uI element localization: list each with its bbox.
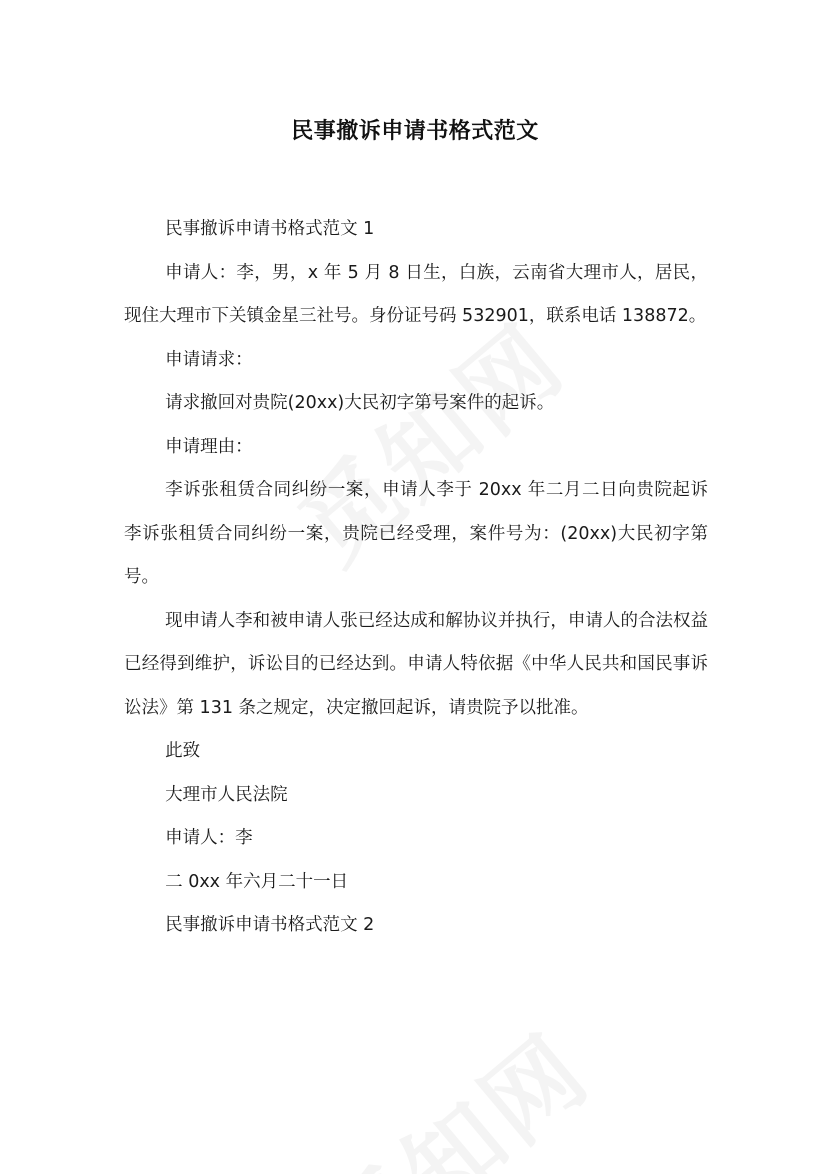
applicant-info-paragraph: 申请人：李，男，x 年 5 月 8 日生，白族，云南省大理市人，居民，现住大理市下关镇金星三社号。身份证号码 532901，联系电话 138872。 — [124, 262, 708, 326]
document-body — [124, 208, 708, 948]
watermark — [292, 998, 614, 1174]
reason-heading: 申请理由： — [165, 436, 253, 457]
section-heading-2: 民事撤诉申请书格式范文 2 — [165, 915, 375, 935]
document-title: 民事撤诉申请书格式范文 — [291, 119, 539, 144]
request-paragraph: 请求撤回对贵院(20xx)大民初字第号案件的起诉。 — [165, 393, 555, 413]
court-name: 大理市人民法院 — [165, 784, 288, 805]
salutation: 此致 — [165, 741, 201, 761]
reason-paragraph-1: 李诉张租赁合同纠纷一案，申请人李于 20xx 年二月二日向贵院起诉李诉张租赁合同纠纷一案，贵院已经受理，案件号为：(20xx)大民初字第号。 — [124, 480, 708, 587]
reason-paragraph-2: 现申请人李和被申请人张已经达成和解协议并执行，申请人的合法权益已经得到维护，诉讼目的已经达到。申请人特依据《中华人民共和国民事诉讼法》第 131 条之规定，决定撤回起诉，请贵院予以批准。 — [124, 610, 708, 718]
signature-applicant: 申请人：李 — [165, 828, 253, 848]
request-heading: 申请请求： — [165, 349, 253, 370]
section-heading-1: 民事撤诉申请书格式范文 1 — [165, 219, 375, 239]
signature-date: 二 0xx 年六月二十一日 — [165, 871, 349, 892]
